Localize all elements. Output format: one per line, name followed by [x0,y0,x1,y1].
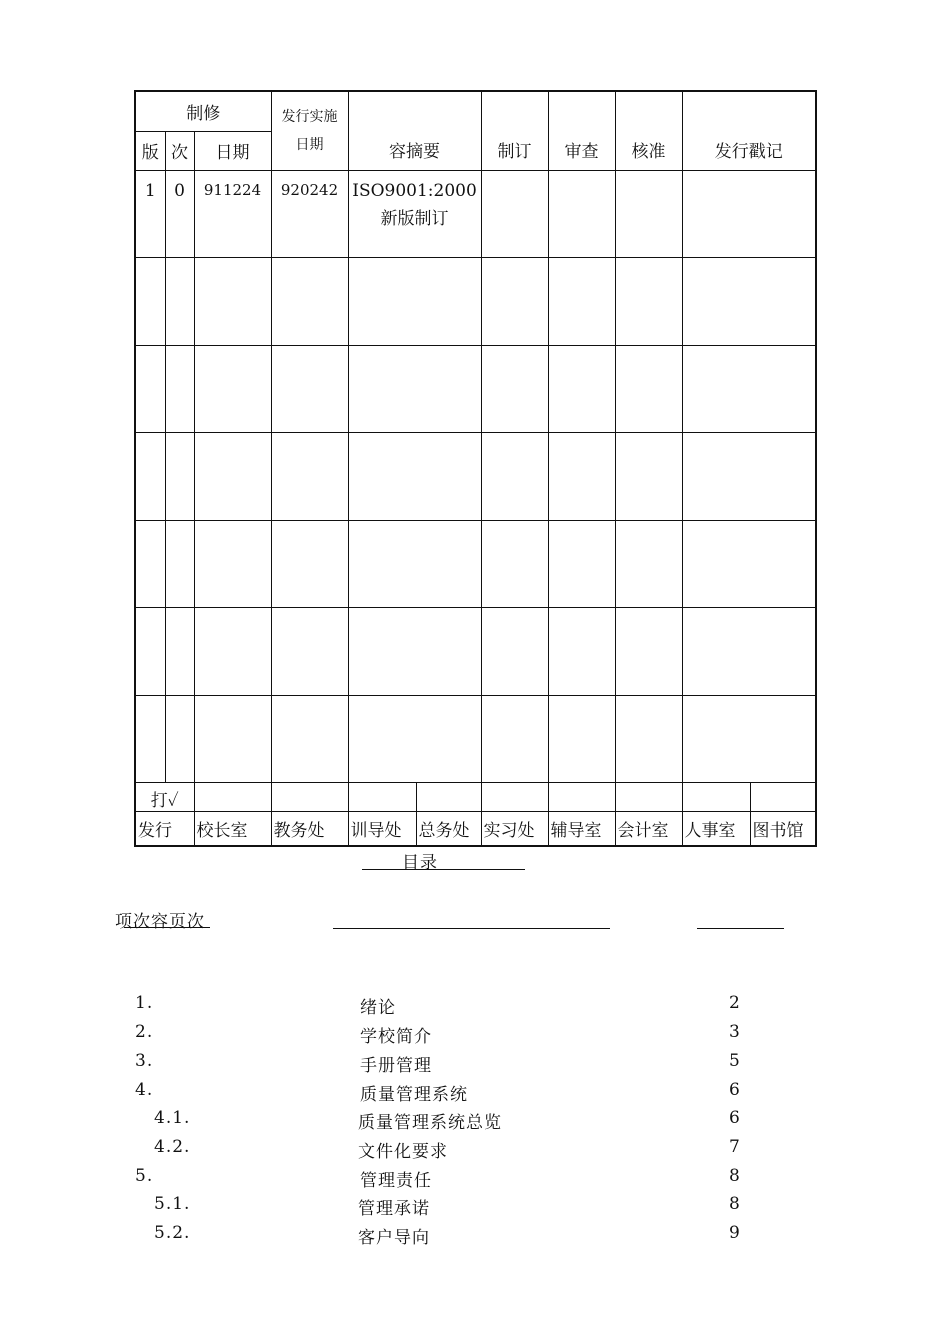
revision-cell: 0 [165,170,194,257]
issue-record-cell [682,432,816,520]
table-row [135,170,816,257]
revision-cell [165,607,194,695]
summary-cell [348,607,481,695]
toc-header-underline [124,927,210,928]
version-header: 版 [135,131,165,170]
table-row [135,520,816,607]
revision-cell [165,520,194,607]
toc-entry-number: 4. [135,1080,154,1100]
author-header: 制订 [481,91,548,170]
revision-cell [165,432,194,520]
toc-entry-title: 管理责任 [360,1171,432,1191]
toc-entry-number: 5.1. [154,1194,191,1214]
approver-cell [615,257,682,345]
issue-record-cell [682,695,816,782]
author-cell [481,520,548,607]
department-cell: 校长室 [194,811,271,846]
toc-header-rule [333,928,610,929]
toc-entry-page: 8 [729,1166,741,1186]
summary-header: 容摘要 [348,91,481,170]
summary-cell [348,170,481,257]
toc-entry-title: 手册管理 [360,1056,432,1076]
date-cell [194,432,271,520]
author-cell [481,432,548,520]
toc-entry-title: 质量管理系统 [360,1085,468,1105]
approver-cell [615,607,682,695]
summary-line: ISO9001:2000 [352,180,477,201]
department-cell: 图书馆 [750,811,816,846]
version-cell [135,695,165,782]
check-cell[interactable] [615,782,682,811]
approver-cell [615,695,682,782]
version-cell [135,345,165,432]
toc-entry-title: 客户导向 [358,1228,430,1248]
reviewer-header: 审查 [548,91,615,170]
department-cell: 人事室 [682,811,750,846]
summary-cell [348,520,481,607]
toc-entry-page: 3 [729,1022,741,1042]
version-cell [135,432,165,520]
check-cell[interactable] [271,782,348,811]
toc-entry-number: 2. [135,1022,154,1042]
author-cell [481,345,548,432]
toc-entry-page: 6 [729,1108,741,1128]
toc-entry-page: 9 [729,1223,741,1243]
effective-date-cell [271,607,348,695]
author-cell [481,257,548,345]
reviewer-cell [548,520,615,607]
toc-entry-page: 7 [729,1137,741,1157]
reviewer-cell [548,170,615,257]
issue-record-cell [682,520,816,607]
table-row [135,432,816,520]
toc-entry-number: 4.2. [154,1137,191,1157]
reviewer-cell [548,257,615,345]
effective-date-header [271,91,348,170]
effective-date-cell [271,432,348,520]
date-cell [194,607,271,695]
approver-cell [615,520,682,607]
distribution-row [135,811,816,846]
date-cell: 911224 [194,170,271,257]
summary-cell [348,345,481,432]
revise-group-header: 制修 [135,91,271,131]
toc-header-label: 项次容页次 [115,912,205,932]
revision-cell [165,345,194,432]
date-cell [194,520,271,607]
issue-record-cell [682,170,816,257]
table-row [135,695,816,782]
distribution-label: 发行 [135,811,194,846]
revision-header: 次 [165,131,194,170]
version-cell [135,607,165,695]
effective-date-cell [271,257,348,345]
toc-entry-number: 5. [135,1166,154,1186]
date-cell [194,257,271,345]
summary-cell [348,695,481,782]
check-label: 打✓ [135,782,194,811]
version-cell [135,257,165,345]
toc-title-underline [362,869,525,870]
table-row [135,345,816,432]
toc-entry-title: 学校简介 [360,1027,432,1047]
check-cell[interactable] [348,782,416,811]
author-cell [481,695,548,782]
summary-cell [348,257,481,345]
toc-page-rule [697,928,784,929]
effective-date-cell [271,345,348,432]
toc-entry-title: 质量管理系统总览 [358,1113,502,1133]
author-cell [481,170,548,257]
approver-cell [615,345,682,432]
check-cell[interactable] [416,782,481,811]
reviewer-cell [548,695,615,782]
toc-entry-title: 绪论 [360,998,396,1018]
reviewer-cell [548,345,615,432]
reviewer-cell [548,432,615,520]
toc-entry-number: 4.1. [154,1108,191,1128]
check-row [135,782,816,811]
check-cell[interactable] [194,782,271,811]
approver-cell [615,170,682,257]
department-cell: 实习处 [481,811,548,846]
department-cell: 训导处 [348,811,416,846]
check-cell[interactable] [548,782,615,811]
toc-title: 目录 [402,853,438,873]
effective-date-cell [271,520,348,607]
department-cell: 教务处 [271,811,348,846]
toc-entry-title: 文件化要求 [358,1142,448,1162]
table-row [135,257,816,345]
effective-date-cell [271,695,348,782]
toc-entry-number: 1. [135,993,154,1013]
department-cell: 总务处 [416,811,481,846]
issue-record-header: 发行戳记 [682,91,816,170]
check-cell[interactable] [750,782,816,811]
effective-date-header-top: 发行实施 [281,108,338,125]
table-row [135,607,816,695]
toc-entry-number: 5.2. [154,1223,191,1243]
summary-line: 新版制订 [380,208,449,229]
department-cell: 会计室 [615,811,682,846]
summary-cell [348,432,481,520]
check-cell[interactable] [481,782,548,811]
toc-entry-page: 5 [729,1051,741,1071]
check-cell[interactable] [682,782,750,811]
version-cell: 1 [135,170,165,257]
department-cell: 辅导室 [548,811,615,846]
reviewer-cell [548,607,615,695]
revision-cell [165,695,194,782]
author-cell [481,607,548,695]
effective-date-header-bottom: 日期 [295,136,324,153]
revision-cell [165,257,194,345]
toc-entry-page: 6 [729,1080,741,1100]
toc-entry-number: 3. [135,1051,154,1071]
issue-record-cell [682,257,816,345]
toc-entry-page: 8 [729,1194,741,1214]
date-cell [194,695,271,782]
toc-entry-page: 2 [729,993,741,1013]
issue-record-cell [682,607,816,695]
issue-record-cell [682,345,816,432]
toc-entry-title: 管理承诺 [358,1199,430,1219]
revision-table [134,90,817,847]
approver-header: 核准 [615,91,682,170]
effective-date-cell: 920242 [271,170,348,257]
version-cell [135,520,165,607]
date-cell [194,345,271,432]
approver-cell [615,432,682,520]
date-header: 日期 [194,131,271,170]
